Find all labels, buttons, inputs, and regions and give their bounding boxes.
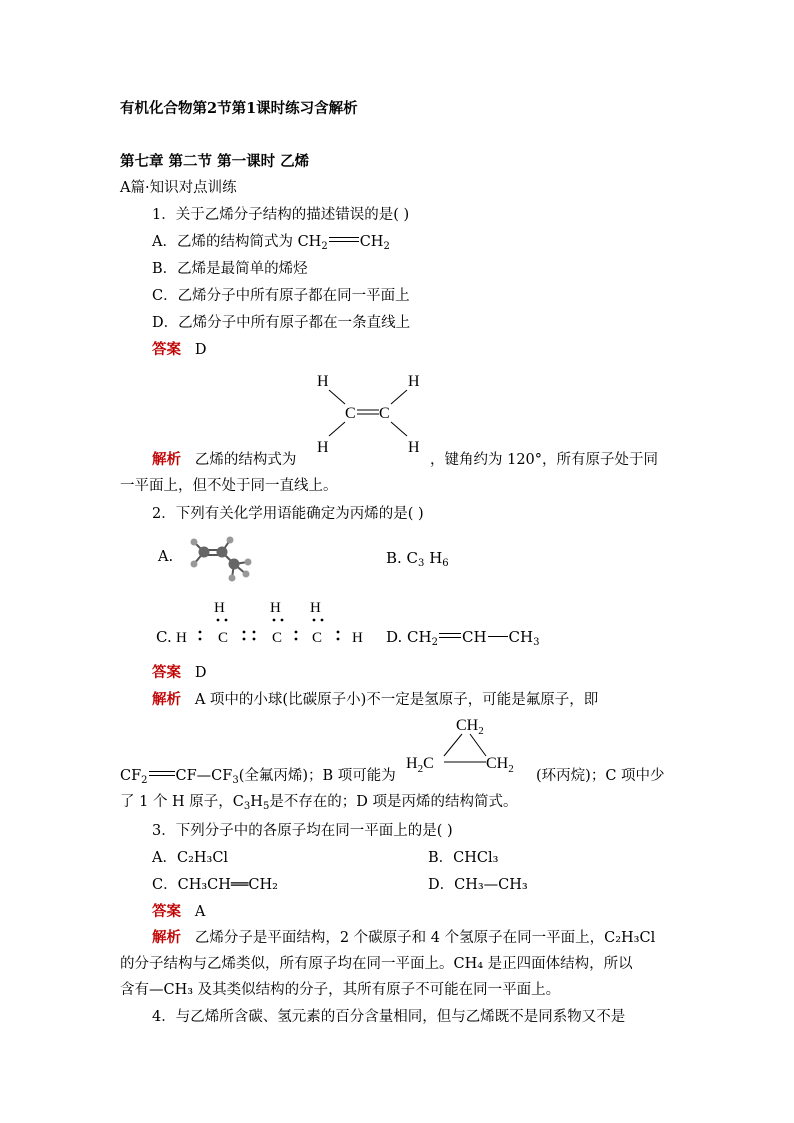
struct-c-right: C	[379, 405, 390, 422]
answer-value: D	[194, 342, 207, 358]
struct-h-bottom-left: H	[317, 439, 329, 456]
question-3-analysis: 解析 乙烯分子是平面结构，2 个碳原子和 4 个氢原子在同一平面上，C₂H₃Cl	[152, 929, 656, 946]
svg-text:C: C	[218, 630, 229, 646]
question-1-option-c: C．乙烯分子中所有原子都在同一平面上	[152, 288, 410, 304]
ring-top-ch2: $CH_2$	[456, 717, 484, 737]
question-3-option-a: A．C₂H₃Cl	[152, 850, 229, 866]
analysis-label: 解析	[152, 451, 181, 468]
question-2-option-d: D. $CH_2$ CH $CH_3$	[386, 628, 540, 648]
answer-label: 答案	[152, 664, 181, 681]
analysis-label: 解析	[152, 929, 181, 946]
svg-text:H: H	[176, 630, 187, 646]
question-2-analysis: 解析 A 项中的小球(比碳原子小)不一定是氢原子，可能是氟原子，即	[152, 691, 599, 708]
svg-text:C: C	[312, 630, 323, 646]
propene-ball-model	[186, 534, 258, 582]
ethylene-structure-diagram	[305, 366, 435, 460]
propene-electron-dot-formula	[174, 596, 374, 648]
answer-value: A	[194, 904, 206, 920]
question-1-analysis-line-2: 一平面上，但不处于同一直线上。	[120, 478, 338, 494]
double-bond	[149, 771, 175, 776]
question-2-analysis-line-2b: (环丙烷)；C 项中少	[536, 768, 665, 784]
question-2-answer	[152, 661, 206, 682]
ring-left-ch2: $H_2C$	[406, 755, 434, 774]
svg-text:C: C	[272, 630, 283, 646]
question-2-option-a-label: A.	[158, 549, 174, 565]
question-1-option-a: A．乙烯的结构简式为 $CH_2$ $CH_2$	[152, 234, 390, 252]
question-1-analysis-cont: ，键角约为 120°，所有原子处于同	[430, 452, 659, 468]
svg-text:H: H	[310, 600, 321, 616]
document-title: 有机化合物第2节第1课时练习含解析	[120, 100, 358, 117]
question-4-stem: 4．与乙烯所含碳、氢元素的百分含量相同，但与乙烯既不是同系物又不是	[152, 1009, 626, 1025]
question-3-option-d: D．CH₃—CH₃	[428, 877, 528, 893]
question-3-answer	[152, 900, 205, 921]
single-bond	[488, 636, 508, 637]
cyclopropane-structure-diagram	[400, 712, 530, 774]
question-3-analysis-line-2: 的分子结构与乙烯类似，所有原子均在同一平面上。CH₄ 是正四面体结构，所以	[120, 956, 633, 972]
question-3-option-b: B．CHCl₃	[428, 850, 499, 866]
question-2-analysis-line-3: 了 1 个 H 原子，$C_3H_5$是不存在的；D 项是丙烯的结构简式。	[120, 794, 518, 812]
question-2-option-c-label: C.	[156, 628, 172, 646]
struct-h-top-right: H	[408, 373, 420, 390]
question-3-stem: 3．下列分子中的各原子均在同一平面上的是( )	[152, 823, 453, 839]
question-1-stem: 1．关于乙烯分子结构的描述错误的是( )	[152, 207, 410, 223]
struct-h-bottom-right: H	[408, 439, 420, 456]
analysis-label: 解析	[152, 691, 181, 708]
section-label: A篇·知识对点训练	[120, 180, 237, 196]
double-bond	[439, 633, 461, 638]
svg-text:H: H	[352, 630, 363, 646]
question-1-answer	[152, 338, 206, 359]
svg-text:H: H	[270, 600, 281, 616]
answer-label: 答案	[152, 903, 181, 920]
svg-text:H: H	[214, 600, 225, 616]
answer-label: 答案	[152, 341, 181, 358]
answer-value: D	[194, 665, 207, 681]
question-1-option-b: B．乙烯是最简单的烯烃	[152, 261, 308, 277]
question-2-option-b: B. $C_3$ $H_6$	[386, 549, 449, 569]
struct-h-top-left: H	[317, 373, 329, 390]
question-1-analysis: 解析 乙烯的结构式为	[152, 451, 297, 468]
struct-c-left: C	[345, 405, 356, 422]
question-1-option-d: D．乙烯分子中所有原子都在一条直线上	[152, 315, 411, 331]
chapter-heading: 第七章 第二节 第一课时 乙烯	[120, 153, 310, 170]
double-bond	[329, 237, 359, 242]
ring-right-ch2: $CH_2$	[486, 755, 514, 774]
question-2-stem: 2．下列有关化学用语能确定为丙烯的是( )	[152, 506, 424, 522]
question-2-analysis-line-2a: $CF_2$ $CF—CF_3$(全氟丙烯)；B 项可能为	[120, 768, 396, 786]
question-3-option-c: C．CH₃CH══CH₂	[152, 877, 278, 893]
question-3-analysis-line-3: 含有—CH₃ 及其类似结构的分子，其所有原子不可能在同一平面上。	[120, 982, 561, 998]
